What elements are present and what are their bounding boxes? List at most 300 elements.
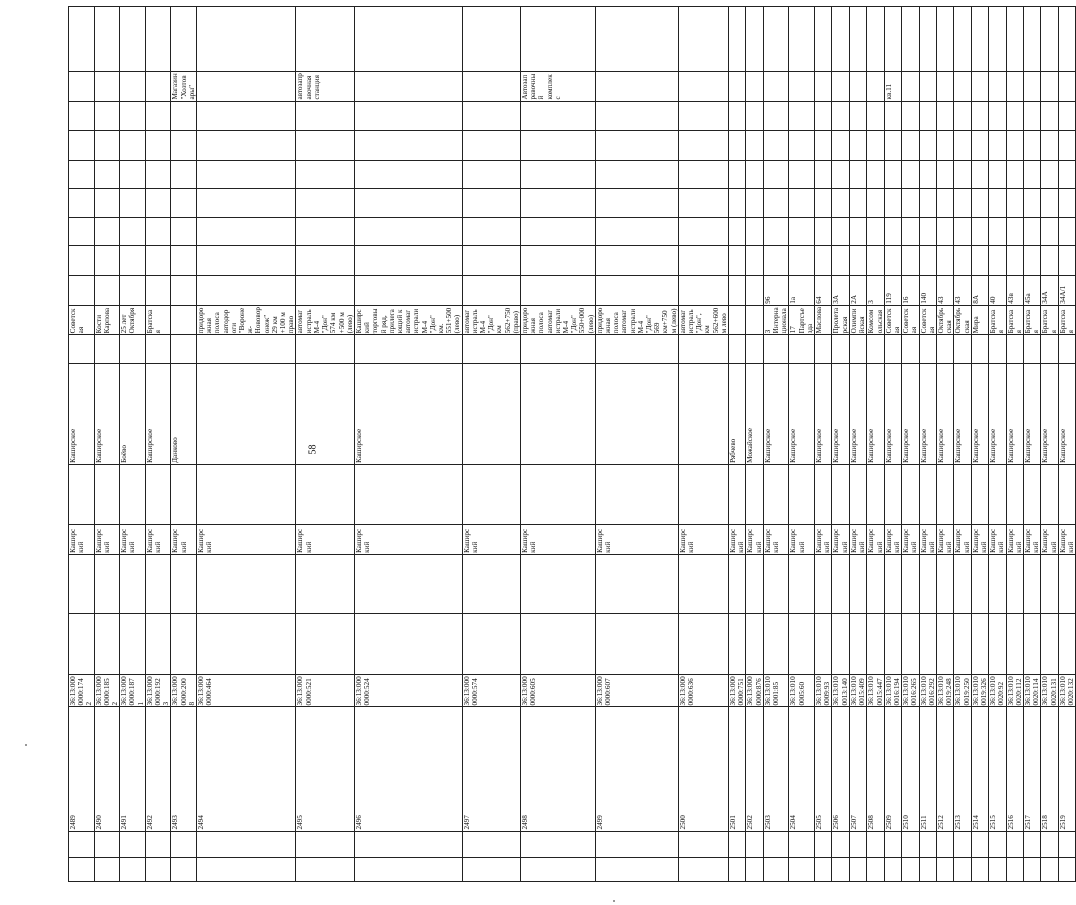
empty-cell — [902, 554, 919, 613]
locality-cell: Каширское — [936, 363, 953, 464]
empty-cell — [919, 217, 936, 246]
table-row — [120, 7, 146, 882]
street-cell: 25 лет Октября — [120, 305, 146, 335]
cadastral-number-cell: 36:13:0100020:131 — [1041, 674, 1058, 707]
empty-cell — [919, 189, 936, 218]
empty-cell — [354, 831, 462, 857]
table-row — [197, 7, 296, 882]
empty-cell — [902, 464, 919, 524]
empty-cell — [746, 614, 763, 674]
table-row — [520, 7, 595, 882]
empty-cell — [936, 554, 953, 613]
locality-cell: Каширское — [832, 363, 849, 464]
empty-cell — [971, 614, 988, 674]
empty-cell — [902, 857, 919, 881]
note-cell — [919, 71, 936, 101]
table-row — [145, 7, 171, 882]
empty-cell — [746, 831, 763, 857]
street-cell: Советская — [884, 305, 901, 335]
street-cell: придорожная полоса автомагистрали М-4 "Дон" 569 км+750 м (лево) — [595, 305, 678, 335]
empty-cell — [69, 831, 95, 857]
empty-cell — [1023, 160, 1040, 189]
empty-cell — [197, 554, 296, 613]
empty-cell — [867, 831, 884, 857]
empty-cell — [462, 7, 520, 72]
empty-cell — [763, 101, 789, 131]
street-cell: автомагистраль М-4 "Дон" 574 км +500 м (лево) — [296, 305, 354, 335]
empty-cell — [815, 335, 832, 364]
table-row — [94, 7, 120, 882]
table-row — [69, 7, 95, 882]
empty-cell — [832, 614, 849, 674]
locality-cell: Каширское — [884, 363, 901, 464]
house-number-cell: 119 — [884, 276, 901, 306]
empty-cell — [954, 554, 971, 613]
table-row — [763, 7, 789, 882]
empty-cell — [884, 831, 901, 857]
empty-cell — [832, 335, 849, 364]
empty-cell — [815, 554, 832, 613]
empty-cell — [919, 101, 936, 131]
empty-cell — [746, 857, 763, 881]
empty-cell — [354, 7, 462, 72]
empty-cell — [462, 101, 520, 131]
empty-cell — [1058, 189, 1075, 218]
empty-cell — [1041, 217, 1058, 246]
empty-cell — [520, 614, 595, 674]
empty-cell — [746, 554, 763, 613]
empty-cell — [520, 189, 595, 218]
empty-cell — [971, 131, 988, 161]
district-cell: Каширский — [849, 525, 866, 555]
empty-cell — [954, 335, 971, 364]
note-cell — [867, 71, 884, 101]
row-number-cell: 2490 — [94, 707, 120, 831]
locality-cell — [197, 363, 296, 464]
empty-cell — [849, 614, 866, 674]
empty-cell — [902, 246, 919, 276]
empty-cell — [954, 857, 971, 881]
empty-cell — [69, 335, 95, 364]
empty-cell — [69, 131, 95, 161]
empty-cell — [746, 160, 763, 189]
empty-cell — [171, 614, 197, 674]
locality-cell: Каширское — [69, 363, 95, 464]
house-number-cell: 34А/1 — [1058, 276, 1075, 306]
empty-cell — [919, 7, 936, 72]
empty-cell — [936, 7, 953, 72]
cadastral-number-cell: 36:13:0100015:409 — [849, 674, 866, 707]
empty-cell — [595, 217, 678, 246]
district-cell: Каширский — [120, 525, 146, 555]
empty-cell — [1041, 464, 1058, 524]
empty-cell — [954, 7, 971, 72]
empty-cell — [884, 189, 901, 218]
empty-cell — [595, 7, 678, 72]
empty-cell — [296, 131, 354, 161]
empty-cell — [678, 464, 728, 524]
house-number-cell: 16 — [902, 276, 919, 306]
empty-cell — [1006, 554, 1023, 613]
house-number-cell — [746, 276, 763, 306]
empty-cell — [729, 160, 746, 189]
empty-cell — [1006, 189, 1023, 218]
row-number-cell: 2507 — [849, 707, 866, 831]
empty-cell — [171, 464, 197, 524]
locality-cell — [296, 363, 354, 464]
empty-cell — [94, 554, 120, 613]
empty-cell — [849, 464, 866, 524]
table-row — [971, 7, 988, 882]
empty-cell — [989, 554, 1006, 613]
empty-cell — [884, 7, 901, 72]
empty-cell — [763, 160, 789, 189]
cadastral-number-cell: 36:13:0000000:876 — [746, 674, 763, 707]
note-cell — [989, 71, 1006, 101]
row-number-cell: 2494 — [197, 707, 296, 831]
district-cell: Каширский — [971, 525, 988, 555]
empty-cell — [902, 189, 919, 218]
house-number-cell: 1а — [789, 276, 815, 306]
district-cell: Каширский — [902, 525, 919, 555]
empty-cell — [296, 189, 354, 218]
empty-cell — [971, 101, 988, 131]
empty-cell — [678, 217, 728, 246]
note-cell: автозаправочная станция — [296, 71, 354, 101]
street-cell: Советская — [919, 305, 936, 335]
street-cell: Кости Карпова — [94, 305, 120, 335]
empty-cell — [815, 131, 832, 161]
empty-cell — [884, 335, 901, 364]
table-row — [678, 7, 728, 882]
empty-cell — [815, 189, 832, 218]
empty-cell — [1041, 131, 1058, 161]
note-cell: Автозаправочный комплекс — [520, 71, 595, 101]
district-cell: Каширский — [815, 525, 832, 555]
empty-cell — [296, 7, 354, 72]
empty-cell — [171, 189, 197, 218]
empty-cell — [954, 464, 971, 524]
district-cell: Каширский — [94, 525, 120, 555]
locality-cell: Каширское — [954, 363, 971, 464]
empty-cell — [354, 131, 462, 161]
empty-cell — [1023, 217, 1040, 246]
empty-cell — [789, 131, 815, 161]
empty-cell — [729, 614, 746, 674]
row-number-cell: 2489 — [69, 707, 95, 831]
empty-cell — [832, 554, 849, 613]
empty-cell — [763, 554, 789, 613]
empty-cell — [815, 246, 832, 276]
note-cell — [595, 71, 678, 101]
empty-cell — [763, 217, 789, 246]
empty-cell — [354, 101, 462, 131]
empty-cell — [971, 189, 988, 218]
empty-cell — [989, 189, 1006, 218]
empty-cell — [120, 554, 146, 613]
empty-cell — [197, 831, 296, 857]
empty-cell — [678, 614, 728, 674]
district-cell: Каширский — [1006, 525, 1023, 555]
house-number-cell — [595, 276, 678, 306]
empty-cell — [849, 101, 866, 131]
empty-cell — [1058, 554, 1075, 613]
empty-cell — [595, 160, 678, 189]
empty-cell — [520, 101, 595, 131]
note-cell — [832, 71, 849, 101]
empty-cell — [763, 246, 789, 276]
empty-cell — [832, 160, 849, 189]
empty-cell — [989, 160, 1006, 189]
locality-cell: Каширское — [989, 363, 1006, 464]
empty-cell — [94, 217, 120, 246]
empty-cell — [989, 246, 1006, 276]
empty-cell — [197, 335, 296, 364]
empty-cell — [884, 857, 901, 881]
street-cell: Братская — [145, 305, 171, 335]
empty-cell — [1023, 554, 1040, 613]
empty-cell — [120, 101, 146, 131]
empty-cell — [171, 217, 197, 246]
empty-cell — [919, 335, 936, 364]
empty-cell — [1023, 246, 1040, 276]
empty-cell — [595, 554, 678, 613]
note-cell — [1023, 71, 1040, 101]
empty-cell — [746, 7, 763, 72]
empty-cell — [815, 857, 832, 881]
empty-cell — [971, 554, 988, 613]
note-cell — [936, 71, 953, 101]
empty-cell — [971, 335, 988, 364]
empty-cell — [145, 160, 171, 189]
empty-cell — [595, 614, 678, 674]
empty-cell — [789, 189, 815, 218]
empty-cell — [120, 857, 146, 881]
empty-cell — [815, 217, 832, 246]
empty-cell — [832, 189, 849, 218]
empty-cell — [729, 131, 746, 161]
empty-cell — [1041, 7, 1058, 72]
house-number-cell — [678, 276, 728, 306]
house-number-cell: 64 — [815, 276, 832, 306]
empty-cell — [1041, 614, 1058, 674]
row-number-cell: 2513 — [954, 707, 971, 831]
empty-cell — [936, 217, 953, 246]
empty-cell — [849, 160, 866, 189]
empty-cell — [919, 831, 936, 857]
note-cell — [1058, 71, 1075, 101]
district-cell: Каширский — [1041, 525, 1058, 555]
street-cell: автомагистраль М-4 "Дон" км 562+750 (право) — [462, 305, 520, 335]
house-number-cell — [729, 276, 746, 306]
table-row — [729, 7, 746, 882]
empty-cell — [296, 335, 354, 364]
empty-cell — [145, 7, 171, 72]
cadastral-number-cell: 36:13:0100020:114 — [1023, 674, 1040, 707]
empty-cell — [145, 189, 171, 218]
table-row — [354, 7, 462, 882]
table-row — [849, 7, 866, 882]
empty-cell — [520, 335, 595, 364]
empty-cell — [789, 335, 815, 364]
house-number-cell: 43 — [936, 276, 953, 306]
note-cell — [763, 71, 789, 101]
empty-cell — [789, 857, 815, 881]
empty-cell — [919, 614, 936, 674]
empty-cell — [954, 101, 971, 131]
cadastral-number-cell: 36:13:0000000:636 — [678, 674, 728, 707]
empty-cell — [832, 101, 849, 131]
district-cell: Каширский — [746, 525, 763, 555]
table-row — [954, 7, 971, 882]
locality-cell: Рябчево — [729, 363, 746, 464]
empty-cell — [989, 464, 1006, 524]
locality-cell: Каширское — [815, 363, 832, 464]
empty-cell — [919, 246, 936, 276]
empty-cell — [94, 160, 120, 189]
district-cell: Каширский — [678, 525, 728, 555]
empty-cell — [94, 464, 120, 524]
empty-cell — [595, 857, 678, 881]
empty-cell — [145, 464, 171, 524]
empty-cell — [520, 131, 595, 161]
note-cell — [902, 71, 919, 101]
locality-cell: Каширское — [354, 363, 462, 464]
empty-cell — [354, 857, 462, 881]
locality-cell: Боёво — [120, 363, 146, 464]
note-cell — [729, 71, 746, 101]
empty-cell — [1041, 857, 1058, 881]
empty-cell — [971, 246, 988, 276]
empty-cell — [902, 614, 919, 674]
empty-cell — [746, 131, 763, 161]
note-cell — [789, 71, 815, 101]
empty-cell — [94, 246, 120, 276]
empty-cell — [462, 335, 520, 364]
empty-cell — [763, 464, 789, 524]
locality-cell: Каширское — [763, 363, 789, 464]
empty-cell — [746, 464, 763, 524]
empty-cell — [171, 857, 197, 881]
empty-cell — [120, 217, 146, 246]
empty-cell — [354, 464, 462, 524]
house-number-cell — [120, 276, 146, 306]
cadastral-number-cell: 36:13:0100016:194 — [884, 674, 901, 707]
empty-cell — [936, 857, 953, 881]
district-cell: Каширский — [69, 525, 95, 555]
empty-cell — [971, 217, 988, 246]
empty-cell — [197, 7, 296, 72]
empty-cell — [867, 335, 884, 364]
empty-cell — [296, 217, 354, 246]
empty-cell — [919, 464, 936, 524]
empty-cell — [989, 857, 1006, 881]
empty-cell — [763, 189, 789, 218]
empty-cell — [936, 131, 953, 161]
empty-cell — [763, 131, 789, 161]
house-number-cell — [171, 276, 197, 306]
cadastral-number-cell: 36:13:0100005:60 — [789, 674, 815, 707]
empty-cell — [989, 131, 1006, 161]
empty-cell — [171, 131, 197, 161]
cadastral-number-cell: 36:13:0000000:521 — [296, 674, 354, 707]
empty-cell — [884, 131, 901, 161]
note-cell — [145, 71, 171, 101]
empty-cell — [989, 101, 1006, 131]
street-cell: Пролетарская — [832, 305, 849, 335]
locality-cell — [678, 363, 728, 464]
locality-cell — [520, 363, 595, 464]
empty-cell — [462, 160, 520, 189]
cadastral-number-cell: 36:13:0000000:1923 — [145, 674, 171, 707]
house-number-cell: 3А — [832, 276, 849, 306]
house-number-cell: 40 — [989, 276, 1006, 306]
empty-cell — [867, 217, 884, 246]
empty-cell — [69, 614, 95, 674]
cadastral-number-cell: 36:13:0000000:464 — [197, 674, 296, 707]
cadastral-number-cell: 36:13:0100020:132 — [1058, 674, 1075, 707]
empty-cell — [1006, 464, 1023, 524]
scan-speck — [25, 744, 27, 746]
street-cell: Советская — [69, 305, 95, 335]
empty-cell — [867, 189, 884, 218]
locality-cell: Каширское — [971, 363, 988, 464]
house-number-cell: 96 — [763, 276, 789, 306]
cadastral-number-cell: 36:13:0100015:447 — [867, 674, 884, 707]
empty-cell — [936, 160, 953, 189]
empty-cell — [971, 831, 988, 857]
row-number-cell: 2512 — [936, 707, 953, 831]
street-cell: автомагистраль "Дон", км 562+600 м лево — [678, 305, 728, 335]
empty-cell — [936, 246, 953, 276]
row-number-cell: 2499 — [595, 707, 678, 831]
row-number-cell: 2492 — [145, 707, 171, 831]
empty-cell — [1006, 217, 1023, 246]
empty-cell — [884, 217, 901, 246]
cadastral-number-cell: 36:13:0100019:248 — [936, 674, 953, 707]
empty-cell — [1058, 464, 1075, 524]
table-row — [1006, 7, 1023, 882]
table-row — [171, 7, 197, 882]
street-cell: Октябрьская — [954, 305, 971, 335]
empty-cell — [1058, 246, 1075, 276]
note-cell — [120, 71, 146, 101]
locality-cell: Каширское — [145, 363, 171, 464]
empty-cell — [815, 831, 832, 857]
empty-cell — [145, 831, 171, 857]
empty-cell — [789, 101, 815, 131]
row-number-cell: 2518 — [1041, 707, 1058, 831]
empty-cell — [763, 335, 789, 364]
empty-cell — [832, 464, 849, 524]
cadastral-number-cell: 36:13:0100020:112 — [1006, 674, 1023, 707]
empty-cell — [520, 246, 595, 276]
empty-cell — [296, 614, 354, 674]
empty-cell — [678, 831, 728, 857]
house-number-cell: 3 — [867, 276, 884, 306]
empty-cell — [197, 217, 296, 246]
empty-cell — [954, 831, 971, 857]
empty-cell — [296, 246, 354, 276]
empty-cell — [763, 7, 789, 72]
row-number-cell: 2509 — [884, 707, 901, 831]
empty-cell — [919, 554, 936, 613]
empty-cell — [171, 160, 197, 189]
house-number-cell — [69, 276, 95, 306]
empty-cell — [936, 335, 953, 364]
district-cell: Каширский — [354, 525, 462, 555]
note-cell — [678, 71, 728, 101]
